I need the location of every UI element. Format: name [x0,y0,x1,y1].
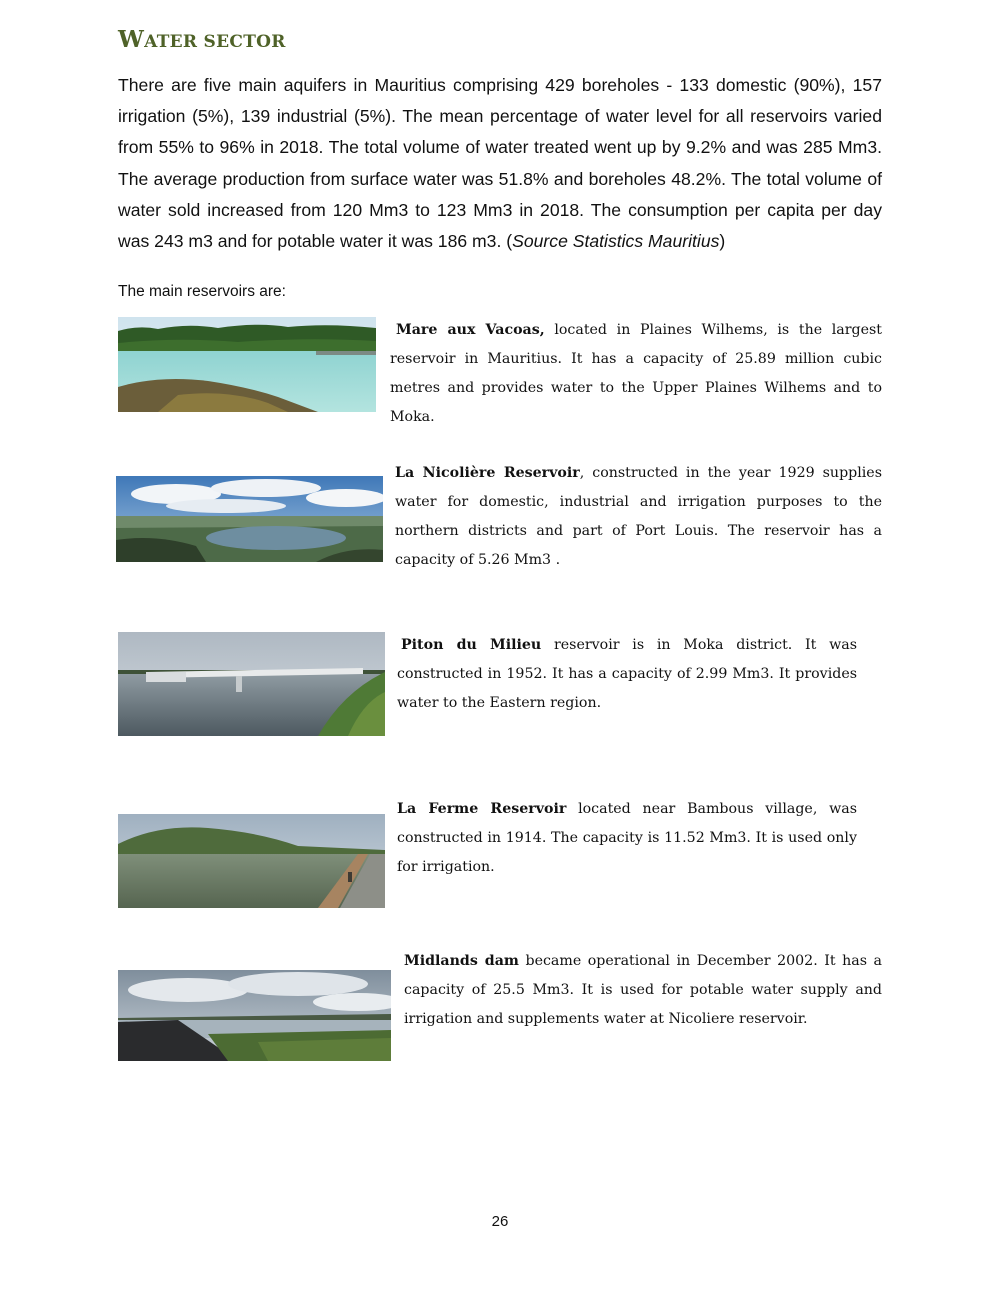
reservoirs-lead: The main reservoirs are: [118,283,286,300]
midlands-dam-description: Midlands dam became operational in December 2002. It has a capacity of 25.5 Mm3. It is used for potable water supply and irrigation and supplements water at Nicoliere reservoir. [404,953,882,1027]
section-heading: WATER SECTOR [118,26,286,53]
piton-du-milieu-photo [118,632,385,736]
la-ferme-photo [118,814,385,908]
piton-du-milieu-description: Piton du Milieu reservoir is in Moka district. It was constructed in 1952. It has a capacity of 2.99 Mm3. It provides water to the Eastern region. [397,637,857,711]
la-ferme-description: La Ferme Reservoir located near Bambous village, was constructed in 1914. The capacity is 11.52 Mm3. It is used only for irrigation. [397,801,857,875]
page-number: 26 [491,1213,509,1230]
mare-aux-vacoas-description: Mare aux Vacoas, located in Plaines Wilhems, is the largest reservoir in Mauritius. It has a capacity of 25.89 million cubic metres and provides water to the Upper Plaines Wilhems and to Moka. [390,322,882,425]
intro-paragraph: There are five main aquifers in Mauritius comprising 429 boreholes - 133 domestic (90%), 157 irrigation (5%), 139 industrial (5%). The mean percentage of water level for all reservoirs varied from 55% to 96% in 2018. The total volume of water treated went up by 9.2% and was 285 Mm3. The average production from surface water was 51.8% and boreholes 48.2%. The total volume of water sold increased from 120 Mm3 to 123 Mm3 in 2018. The consumption per capita per day was 243 m3 and for potable water it was 186 m3. (Source Statistics Mauritius) [118,75,882,252]
source-citation: Source Statistics Mauritius [512,231,720,252]
mare-aux-vacoas-photo [118,317,376,412]
la-nicoliere-photo [116,476,383,562]
midlands-dam-photo [118,970,391,1061]
la-nicoliere-description: La Nicolière Reservoir, constructed in the year 1929 supplies water for domestic, industrial and irrigation purposes to the northern districts and part of Port Louis. The reservoir has a capacity of 5.26 Mm3 . [395,465,882,568]
